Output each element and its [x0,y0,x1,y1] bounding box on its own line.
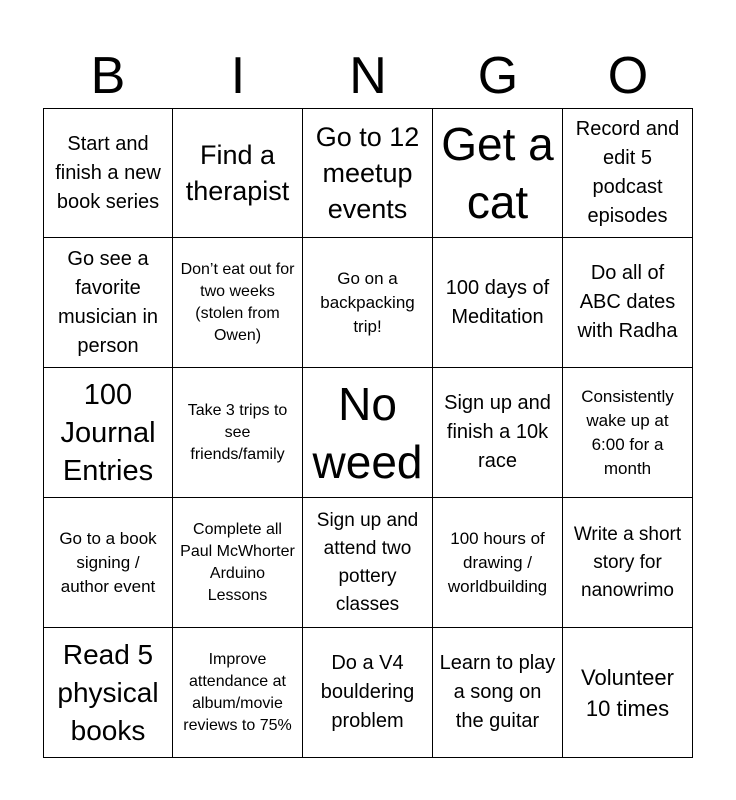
bingo-cell-r5-c3[interactable] [303,628,433,758]
bingo-cell-text: Improve attendance at album/movie reviews to 75% [183,650,292,734]
bingo-cell-text: Go to a book signing / author event [59,528,157,596]
bingo-cell-r5-c2[interactable] [173,628,303,758]
bingo-cell-text: Go to 12 meetup events [315,122,420,224]
bingo-cell-text: 100 hours of drawing / worldbuilding [447,528,548,596]
header-letter-i: I [230,47,246,105]
bingo-cell-r2-c1[interactable] [43,238,173,368]
bingo-cell-text: Go on a backpacking trip! [320,268,415,336]
bingo-cell-r3-c5[interactable] [563,368,693,498]
bingo-cell-text: Sign up and attend two pottery classes [316,509,419,615]
bingo-cell-text: 100 days of Meditation [445,276,550,328]
bingo-cell-r2-c3[interactable] [303,238,433,368]
bingo-cell-text: Get a cat [441,118,554,228]
bingo-cell-r3-c2[interactable] [173,368,303,498]
bingo-cell-text: Go see a favorite musician in person [57,247,159,357]
bingo-cell-text: 100 Journal Entries [60,378,156,487]
bingo-cell-r2-c2[interactable] [173,238,303,368]
bingo-cell-text: Write a short story for nanowrimo [573,523,682,601]
bingo-cell-r1-c5[interactable] [563,108,693,238]
header-letter-g: G [477,47,519,105]
bingo-cell-text: Sign up and finish a 10k race [444,392,551,472]
bingo-cell-r4-c2[interactable] [173,498,303,628]
bingo-cell-text: Do all of ABC dates with Radha [577,262,678,342]
bingo-cell-text: Don’t eat out for two weeks (stolen from Owen) [180,260,295,344]
bingo-cell-r5-c1[interactable] [43,628,173,758]
bingo-cell-text: Take 3 trips to see friends/family [187,401,288,463]
bingo-cell-text: Learn to play a song on the guitar [439,652,556,732]
bingo-cell-r4-c5[interactable] [563,498,693,628]
bingo-cell-text: Record and edit 5 podcast episodes [575,118,680,227]
bingo-cell-text: Consistently wake up at 6:00 for a month [581,386,674,478]
bingo-cell-text: Volunteer 10 times [581,664,674,721]
bingo-header [43,40,693,108]
bingo-cell-r3-c3[interactable] [303,368,433,498]
bingo-cell-text: No weed [312,377,423,488]
bingo-cell-r4-c4[interactable] [433,498,563,628]
header-letter-b: B [90,47,126,105]
bingo-cell-r2-c4[interactable] [433,238,563,368]
bingo-cell-r1-c3[interactable] [303,108,433,238]
bingo-cell-text: Start and finish a new book series [55,132,161,213]
bingo-cell-text: Read 5 physical books [57,638,159,746]
bingo-cell-r4-c3[interactable] [303,498,433,628]
bingo-cell-r1-c4[interactable] [433,108,563,238]
bingo-cell-r4-c1[interactable] [43,498,173,628]
bingo-cell-text: Complete all Paul McWhorter Arduino Lessons [180,520,295,604]
bingo-cell-text: Find a therapist [185,140,290,206]
header-letter-o: O [607,47,649,105]
bingo-cell-r5-c4[interactable] [433,628,563,758]
header-letter-n: N [349,47,387,105]
bingo-cell-r5-c5[interactable] [563,628,693,758]
bingo-cell-text: Do a V4 bouldering problem [320,652,415,732]
bingo-cell-r1-c2[interactable] [173,108,303,238]
bingo-board [43,108,693,758]
bingo-cell-r1-c1[interactable] [43,108,173,238]
bingo-cell-r2-c5[interactable] [563,238,693,368]
bingo-cell-r3-c1[interactable] [43,368,173,498]
bingo-cell-r3-c4[interactable] [433,368,563,498]
